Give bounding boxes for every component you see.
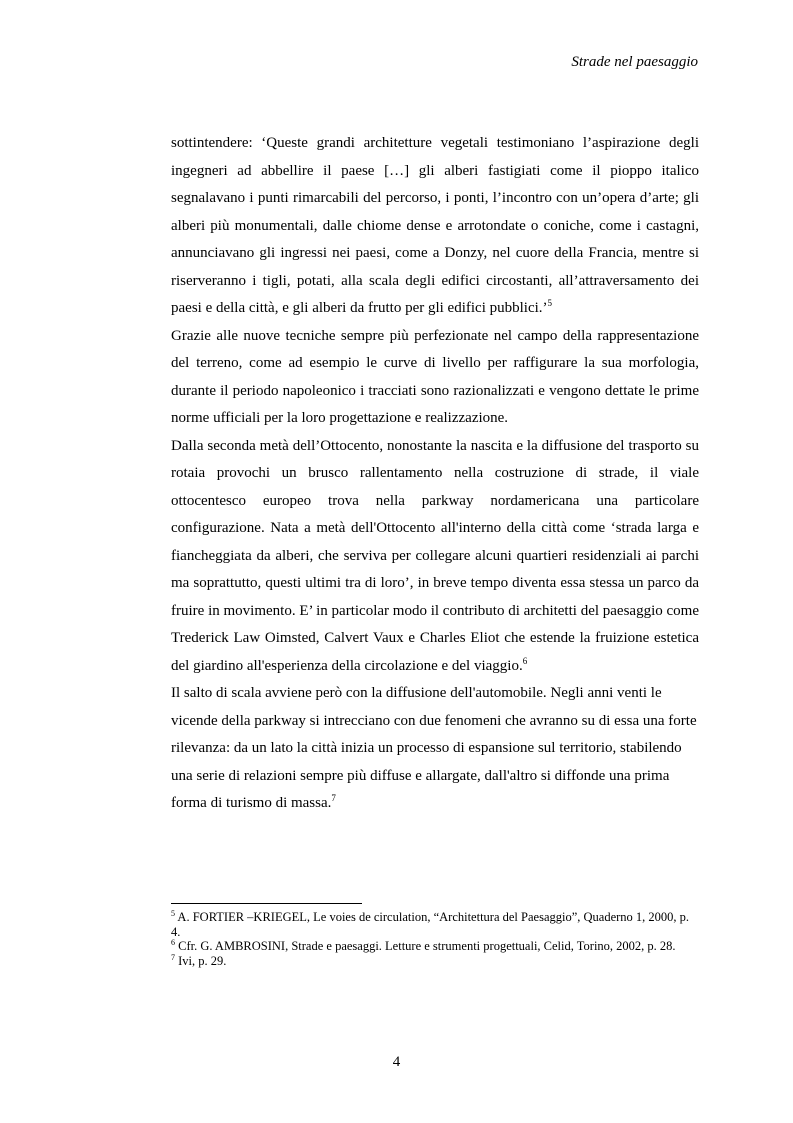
paragraph-text: sottintendere: ‘Queste grandi architetture vegetali testimoniano l’aspirazione degli ingegneri ad abbellire il paese […] gli alberi fastigiati come il pioppo italico segnalavano i punti rimarcabili del percorso, i ponti, l’incontro con un’opera d’arte; gli alberi più monumentali, dalle chiome dense e arrotondate o coniche, come i castagni, annunciavano gli ingressi nei paesi, come a Donzy, nel cuore della Francia, mentre si riserveranno i tigli, potati, alla scala degli edifici circostanti, all’attraversamento dei paesi e della città, e gli alberi da frutto per gli edifici pubblici.’ xyxy=(171,135,699,316)
footnote xyxy=(171,954,699,969)
footnote-number: 5 xyxy=(171,908,175,918)
footnote-text: Cfr. G. AMBROSINI, Strade e paesaggi. Letture e strumenti progettuali, Celid, Torino, 2002, p. 28. xyxy=(175,939,676,953)
paragraph xyxy=(171,433,699,681)
running-header: Strade nel paesaggio xyxy=(571,54,698,70)
footnote-reference: 5 xyxy=(547,298,553,308)
footnote-text: Ivi, p. 29. xyxy=(175,953,227,968)
paragraph xyxy=(171,323,699,433)
footnote-reference: 6 xyxy=(522,655,528,666)
page-number: 4 xyxy=(392,1054,401,1070)
paragraph-text: Dalla seconda metà dell’Ottocento, nonostante la nascita e la diffusione del trasporto su rotaia provochi un brusco rallentamento nella costruzione di strade, il viale ottocentesco europeo trova nella parkway nordamericana una particolare configurazione. Nata a metà dell'Ottocento all'interno della città come ‘strada larga e fiancheggiata da alberi, che serviva per collegare alcuni quartieri residenziali ai parchi ma soprattutto, questi ultimi tra di loro’, in breve tempo diventa essa stessa un parco da fruire in movimento. E’ in particolar modo il contributo di architetti del paesaggio come Trederick Law Oimsted, Calvert Vaux e Charles Eliot che estende la fruizione estetica del giardino all'esperienza della circolazione e del viaggio. xyxy=(171,437,699,674)
paragraph xyxy=(171,130,699,323)
footnotes xyxy=(171,910,699,968)
footnote-text: A. FORTIER –KRIEGEL, Le voies de circulation, “Architettura del Paesaggio”, Quaderno 1, 2000, p. 4. xyxy=(171,910,690,939)
paragraph xyxy=(171,680,699,818)
footnote-separator xyxy=(171,903,362,904)
body-text xyxy=(171,130,699,818)
footnote xyxy=(171,939,699,954)
footnote-reference: 7 xyxy=(331,793,336,803)
footnote-number: 7 xyxy=(171,952,175,962)
paragraph-text: Il salto di scala avviene però con la diffusione dell'automobile. Negli anni venti le vicende della parkway si intrecciano con due fenomeni che avranno su di essa una forte rilevanza: da un lato la città inizia un processo di espansione sul territorio, stabilendo una serie di relazioni sempre più diffuse e allargate, dall'altro si diffonde una prima forma di turismo di massa. xyxy=(171,685,697,811)
paragraph-text: Grazie alle nuove tecniche sempre più perfezionate nel campo della rappresentazione del terreno, come ad esempio le curve di livello per raffigurare la sua morfologia, durante il periodo napoleonico i tracciati sono razionalizzati e vengono dettate le prime norme ufficiali per la loro progettazione e realizzazione. xyxy=(171,327,699,426)
footnote-number: 6 xyxy=(171,937,175,947)
footnote xyxy=(171,910,699,939)
